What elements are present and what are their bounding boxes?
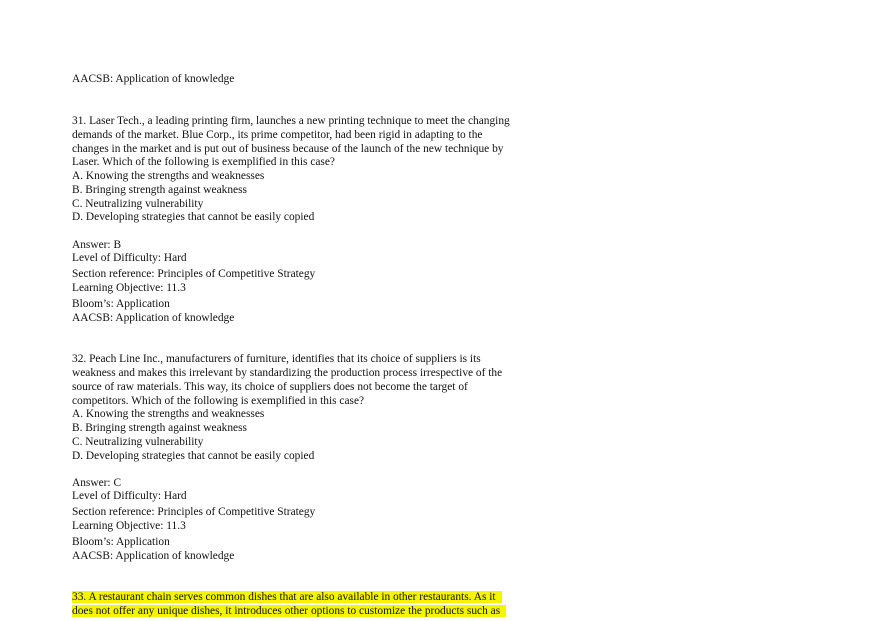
question-32-option-d: D. Developing strategies that cannot be easily copied [72,450,315,462]
question-32-stem-line: 32. Peach Line Inc., manufacturers of furniture, identifies that its choice of suppliers is its [72,353,481,365]
question-32-difficulty: Level of Difficulty: Hard [72,490,187,502]
question-31-bloom: Bloom’s: Application [72,298,170,310]
question-32-option-a: A. Knowing the strengths and weaknesses [72,408,265,420]
question-32-section: Section reference: Principles of Competitive Strategy [72,506,316,518]
question-32-stem-line: weakness and makes this irrelevant by standardizing the production process irrespective of the [72,367,503,379]
question-32-aacsb: AACSB: Application of knowledge [72,550,235,562]
question-31-aacsb: AACSB: Application of knowledge [72,312,235,324]
question-32-bloom: Bloom’s: Application [72,536,170,548]
question-31-stem-line: demands of the market. Blue Corp., its prime competitor, had been rigid in adapting to the [72,129,483,141]
question-33-highlight: does not offer any unique dishes, it introduces other options to customize the products such as [72,605,506,617]
question-31-option-c: C. Neutralizing vulnerability [72,198,204,210]
question-32-option-c: C. Neutralizing vulnerability [72,436,204,448]
question-31-option-a: A. Knowing the strengths and weaknesses [72,170,265,182]
question-32-option-b: B. Bringing strength against weakness [72,422,247,434]
question-32-answer: Answer: C [72,477,122,489]
question-31-stem-line: Laser. Which of the following is exemplified in this case? [72,156,335,168]
question-31-difficulty: Level of Difficulty: Hard [72,252,187,264]
question-31-option-d: D. Developing strategies that cannot be easily copied [72,211,315,223]
question-31-stem-line: 31. Laser Tech., a leading printing firm, launches a new printing technique to meet the changing [72,115,510,127]
question-32-objective: Learning Objective: 11.3 [72,520,186,532]
question-31-option-b: B. Bringing strength against weakness [72,184,247,196]
question-31-section: Section reference: Principles of Competitive Strategy [72,268,316,280]
aacsb-line: AACSB: Application of knowledge [72,73,235,85]
question-33-stem-line [72,590,502,604]
question-31-stem-line: changes in the market and is put out of business because of the launch of the new technique by [72,143,504,155]
question-33-highlight: 33. A restaurant chain serves common dishes that are also available in other restaurants. As it [72,591,502,603]
question-31-objective: Learning Objective: 11.3 [72,282,186,294]
question-31-answer: Answer: B [72,239,122,251]
question-33-stem-line [72,604,506,618]
question-32-stem-line: source of raw materials. This way, its choice of suppliers does not become the target of [72,381,468,393]
question-32-stem-line: competitors. Which of the following is exemplified in this case? [72,395,365,407]
